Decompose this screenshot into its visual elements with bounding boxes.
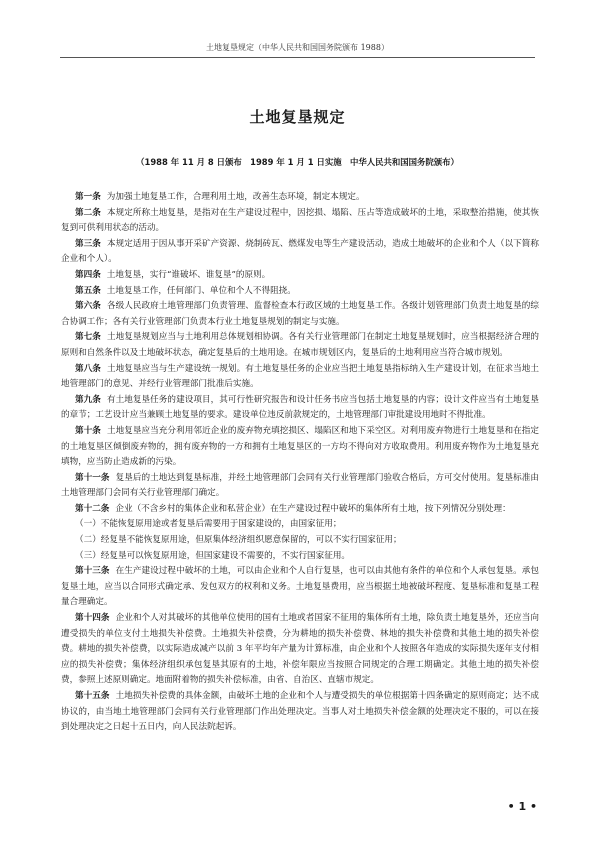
article-number: 第十四条 xyxy=(75,613,110,624)
article-text: 土地复垦工作，任何部门、单位和个人不得阻挠。 xyxy=(106,285,296,296)
article-text: 为加强土地复垦工作，合理利用土地，改善生态环境，制定本规定。 xyxy=(106,192,365,202)
page-number: • 1 • xyxy=(507,800,537,813)
article-number: 第七条 xyxy=(75,332,101,343)
running-header: 土地复垦规定（中华人民共和国国务院颁布 1988） xyxy=(60,42,535,58)
article-text: 企业（不含乡村的集体企业和私营企业）在生产建设过程中破坏的集体所有土地，按下列情况分别处理： xyxy=(115,503,511,514)
article xyxy=(61,611,539,689)
article-number: 第十一条 xyxy=(75,472,110,483)
article-clause: （二）经复垦不能恢复原用途，但原集体经济组织愿意保留的，可以不实行国家征用； xyxy=(75,535,402,546)
article-text: 本规定适用于因从事开采矿产资源、烧制砖瓦、燃煤发电等生产建设活动，造成土地破坏的企业和个人（以下简称企业和个人）。 xyxy=(61,238,539,265)
document-title: 土地复垦规定 xyxy=(249,108,346,126)
article xyxy=(61,393,539,424)
article-number: 第十条 xyxy=(75,425,101,436)
article-number: 第八条 xyxy=(75,363,101,374)
article-number: 第一条 xyxy=(75,192,101,202)
article-number: 第十五条 xyxy=(75,691,110,701)
article xyxy=(61,689,539,736)
article xyxy=(61,284,539,300)
article-number: 第四条 xyxy=(75,269,101,280)
document-subtitle: （1988 年 11 月 8 日颁布 1989 年 1 月 1 日实施 中华人民共和国国务院颁布） xyxy=(136,157,459,167)
article xyxy=(61,190,539,206)
article-clause: （三）经复垦可以恢复原用途，但国家建设不需要的，不实行国家征用。 xyxy=(75,550,351,561)
article-number: 第十二条 xyxy=(75,503,110,514)
article xyxy=(61,299,539,330)
article-number: 第六条 xyxy=(75,301,101,312)
article xyxy=(61,502,539,518)
article-text: 各级人民政府土地管理部门负责管理、监督检查本行政区域的土地复垦工作。各级计划管理部门负责土地复垦的综合协调工作；各有关行业管理部门负责本行业土地复垦规划的制定与实施。 xyxy=(61,301,539,327)
article-text: 本规定所称土地复垦，是指对在生产建设过程中，因挖损、塌陷、压占等造成破坏的土地，采取整治措施，使其恢复到可供利用状态的活动。 xyxy=(61,207,539,234)
article-number: 第九条 xyxy=(75,394,101,405)
article-text: 有土地复垦任务的建设项目，其可行性研究报告和设计任务书应当包括土地复垦的内容；设计文件应当有土地复垦的章节；工艺设计应当兼顾土地复垦的要求。建设单位违反前款规定的，土地管理部门审批建设用地时不得批准。 xyxy=(61,394,539,421)
article-text: 在生产建设过程中破坏的土地，可以由企业和个人自行复垦，也可以由其他有条件的单位和个人承包复垦。承包复垦土地，应当以合同形式确定承、发包双方的权利和义务。土地复垦费用，应当根据土地被破坏程度、复垦标准和复垦工程量合理确定。 xyxy=(61,566,539,608)
article-text: 土地复垦规划应当与土地利用总体规划相协调。各有关行业管理部门在制定土地复垦规划时，应当根据经济合理的原则和自然条件以及土地破坏状态，确定复垦后的土地用途。在城市规划区内，复垦后的土地利用应当符合城市规划。 xyxy=(61,332,539,358)
article xyxy=(61,362,539,393)
article xyxy=(61,206,539,237)
article-text: 土地复垦应当与生产建设统一规划。有土地复垦任务的企业应当把土地复垦指标纳入生产建设计划，在征求当地土地管理部门的意见、并经行业管理部门批准后实施。 xyxy=(61,363,539,390)
article-text: 土地复垦，实行“谁破坏、谁复垦”的原则。 xyxy=(106,269,271,280)
article-text: 土地复垦应当充分利用邻近企业的废弃物充填挖损区、塌陷区和地下采空区。对利用废弃物进行土地复垦和在指定的土地复垦区倾倒废弃物的，拥有废弃物的一方和拥有土地复垦区的一方均不得向对方收取费用。利用废弃物作为土地复垦充填物，应当防止造成新的污染。 xyxy=(61,425,539,468)
article xyxy=(61,471,539,502)
article xyxy=(61,237,539,268)
document-body xyxy=(61,190,539,736)
article-number: 第三条 xyxy=(75,238,101,249)
article xyxy=(61,564,539,611)
article xyxy=(61,268,539,284)
article-number: 第十三条 xyxy=(75,566,110,577)
article-clause: （一）不能恢复原用途或者复垦后需要用于国家建设的，由国家征用； xyxy=(75,519,342,530)
article-text: 复垦后的土地达到复垦标准，并经土地管理部门会同有关行业管理部门验收合格后，方可交付使用。复垦标准由土地管理部门会同有关行业管理部门确定。 xyxy=(61,472,539,499)
article xyxy=(61,330,539,361)
article-text: 企业和个人对其破坏的其他单位使用的国有土地或者国家不征用的集体所有土地，除负责土地复垦外，还应当向遭受损失的单位支付土地损失补偿费。土地损失补偿费，分为耕地的损失补偿费、林地的损失补偿费和其他土地的损失补偿费。耕地的损失补偿费，以实际造成减产以前 3 年平均年产量为计算标准，由企业和个人按照各年造成的实际损失逐年支付相应的损失补偿费；集体经济组织承包复垦其原有的土地，补偿年限应当按照合同规定的合理工期确定。其他土地的损失补偿费，参照上述原则确定。地面附着物的损失补偿标准，由省、自治区、直辖市规定。 xyxy=(61,613,539,686)
article xyxy=(61,424,539,471)
article-text: 土地损失补偿费的具体金额，由破坏土地的企业和个人与遭受损失的单位根据第十四条确定的原则商定；达不成协议的，由当地土地管理部门会同有关行业管理部门作出处理决定。当事人对土地损失补偿金额的处理决定不服的，可以在接到处理决定之日起十五日内，向人民法院起诉。 xyxy=(61,691,539,733)
article-number: 第五条 xyxy=(75,285,101,296)
article-number: 第二条 xyxy=(75,207,101,218)
